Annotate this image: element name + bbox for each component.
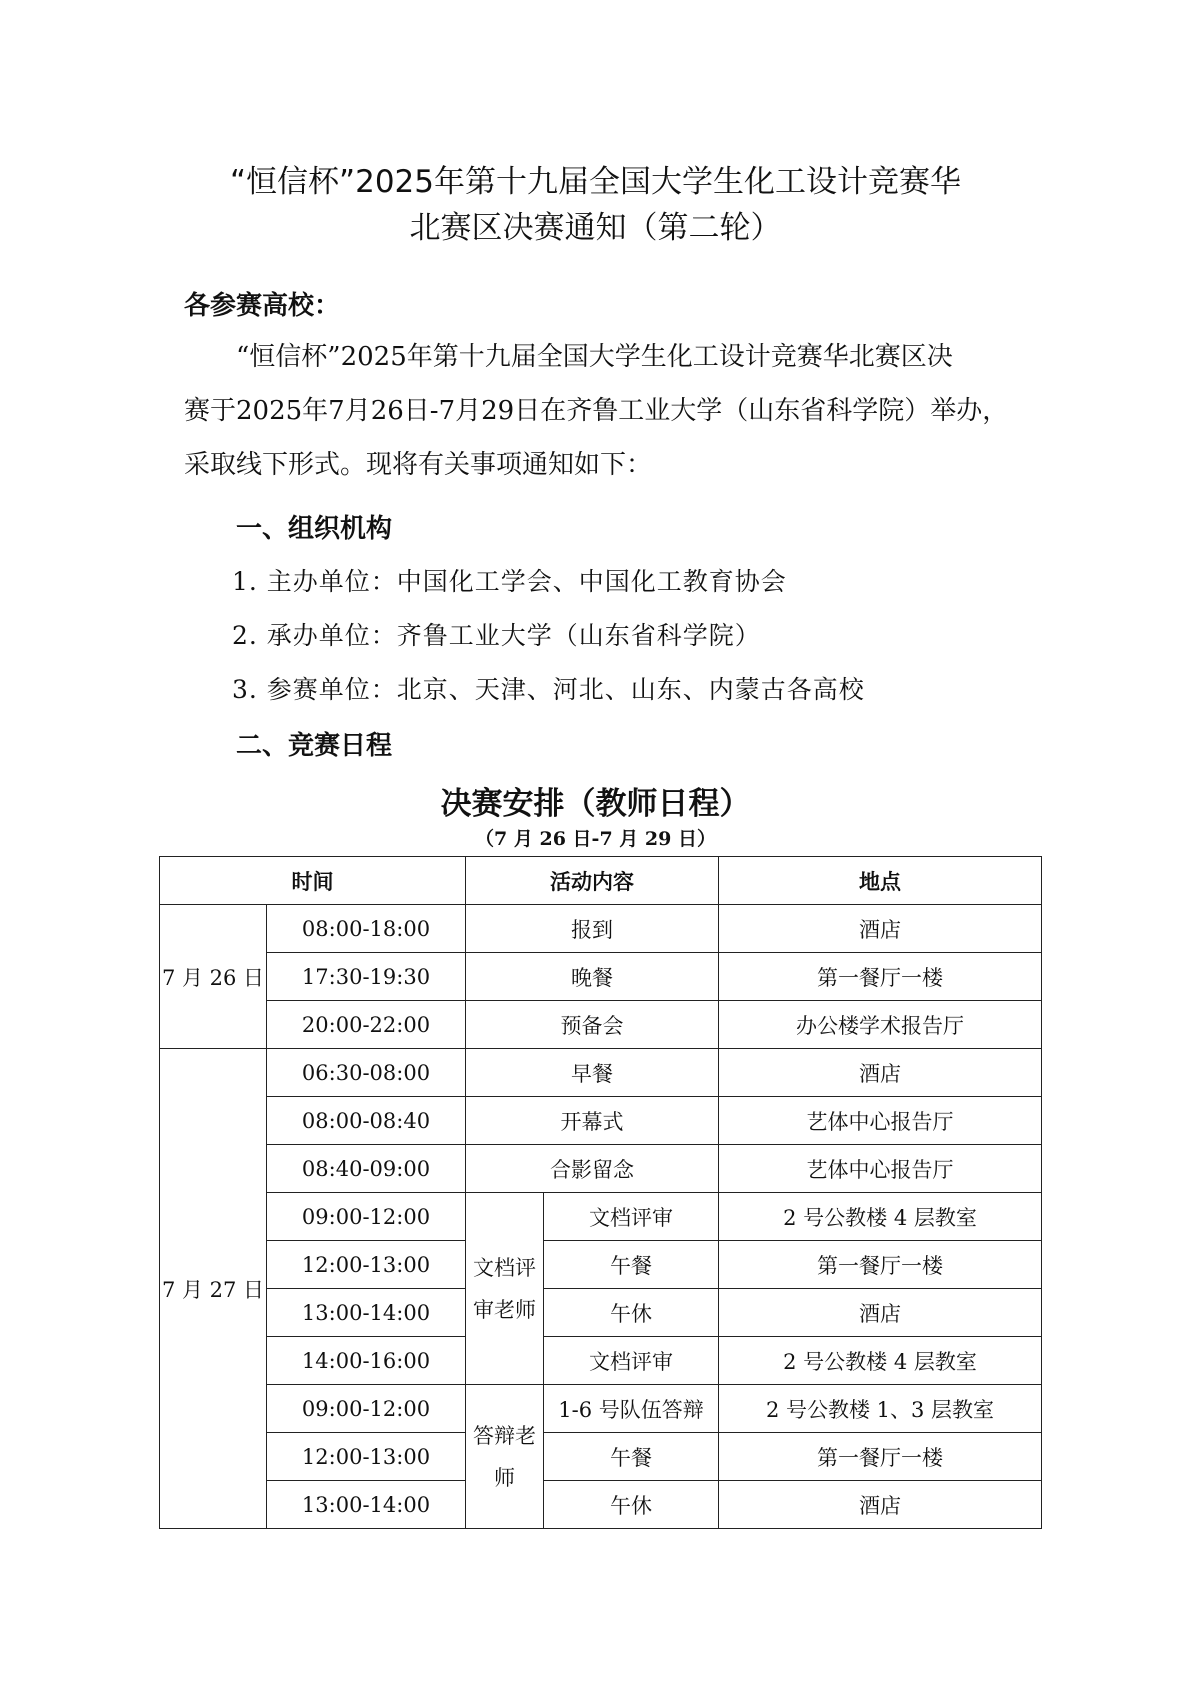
table-row	[160, 1145, 1042, 1193]
document-title-line1: “恒信杯”2025年第十九届全国大学生化工设计竞赛华	[229, 164, 961, 200]
table-row	[160, 1337, 1042, 1385]
intro-line: 采取线下形式。现将有关事项通知如下：	[184, 450, 653, 480]
table-row	[160, 1001, 1042, 1049]
role-cell-reviewer: 文档评审老师	[466, 1193, 544, 1385]
intro-paragraph	[184, 330, 1024, 492]
location-cell: 第一餐厅一楼	[719, 1241, 1042, 1289]
time-cell: 08:00-08:40	[267, 1097, 466, 1145]
section-heading-schedule: 二、竞赛日程	[236, 731, 393, 761]
org-item-participants: 3. 参赛单位：北京、天津、河北、山东、内蒙古各高校	[232, 675, 865, 704]
table-row	[160, 1097, 1042, 1145]
activity-cell: 报到	[466, 905, 719, 953]
time-cell: 13:00-14:00	[267, 1289, 466, 1337]
location-cell: 2 号公教楼 4 层教室	[719, 1193, 1042, 1241]
location-cell: 酒店	[719, 1481, 1042, 1529]
header-location: 地点	[719, 857, 1042, 905]
activity-cell: 午休	[544, 1289, 719, 1337]
table-row	[160, 953, 1042, 1001]
time-cell: 12:00-13:00	[267, 1433, 466, 1481]
schedule-title: 决赛安排（教师日程）	[440, 786, 751, 822]
time-cell: 08:40-09:00	[267, 1145, 466, 1193]
location-cell: 2 号公教楼 1、3 层教室	[719, 1385, 1042, 1433]
time-cell: 09:00-12:00	[267, 1193, 466, 1241]
table-row	[160, 1289, 1042, 1337]
activity-cell: 晚餐	[466, 953, 719, 1001]
activity-cell: 早餐	[466, 1049, 719, 1097]
org-item-host: 1. 主办单位：中国化工学会、中国化工教育协会	[232, 567, 787, 596]
location-cell: 酒店	[719, 1289, 1042, 1337]
location-cell: 酒店	[719, 1049, 1042, 1097]
location-cell: 酒店	[719, 905, 1042, 953]
location-cell: 艺体中心报告厅	[719, 1145, 1042, 1193]
intro-line: “恒信杯”2025年第十九届全国大学生化工设计竞赛华北赛区决	[236, 342, 953, 372]
time-cell: 09:00-12:00	[267, 1385, 466, 1433]
document-title-line2: 北赛区决赛通知（第二轮）	[409, 210, 782, 246]
table-row	[160, 1049, 1042, 1097]
activity-cell: 预备会	[466, 1001, 719, 1049]
location-cell: 2 号公教楼 4 层教室	[719, 1337, 1042, 1385]
table-row	[160, 1481, 1042, 1529]
activity-cell: 午休	[544, 1481, 719, 1529]
schedule-subtitle: （7 月 26 日-7 月 29 日）	[475, 828, 716, 850]
location-cell: 第一餐厅一楼	[719, 1433, 1042, 1481]
table-row	[160, 1385, 1042, 1433]
time-cell: 08:00-18:00	[267, 905, 466, 953]
table-row	[160, 1193, 1042, 1241]
salutation: 各参赛高校：	[184, 291, 341, 321]
activity-cell: 文档评审	[544, 1337, 719, 1385]
activity-cell: 午餐	[544, 1241, 719, 1289]
table-header-row	[160, 857, 1042, 905]
intro-line: 赛于2025年7月26日-7月29日在齐鲁工业大学（山东省科学院）举办，	[184, 396, 1009, 426]
activity-cell: 文档评审	[544, 1193, 719, 1241]
org-item-organizer: 2. 承办单位：齐鲁工业大学（山东省科学院）	[232, 621, 761, 650]
location-cell: 办公楼学术报告厅	[719, 1001, 1042, 1049]
activity-cell: 1-6 号队伍答辩	[544, 1385, 719, 1433]
header-time: 时间	[160, 857, 466, 905]
time-cell: 14:00-16:00	[267, 1337, 466, 1385]
activity-cell: 开幕式	[466, 1097, 719, 1145]
date-cell: 7 月 26 日	[160, 905, 267, 1049]
table-row	[160, 905, 1042, 953]
location-cell: 艺体中心报告厅	[719, 1097, 1042, 1145]
schedule-table	[159, 856, 1042, 1529]
location-cell: 第一餐厅一楼	[719, 953, 1042, 1001]
time-cell: 13:00-14:00	[267, 1481, 466, 1529]
table-row	[160, 1433, 1042, 1481]
time-cell: 12:00-13:00	[267, 1241, 466, 1289]
time-cell: 06:30-08:00	[267, 1049, 466, 1097]
time-cell: 17:30-19:30	[267, 953, 466, 1001]
header-activity: 活动内容	[466, 857, 719, 905]
activity-cell: 合影留念	[466, 1145, 719, 1193]
date-cell: 7 月 27 日	[160, 1049, 267, 1529]
role-cell-defense: 答辩老师	[466, 1385, 544, 1529]
time-cell: 20:00-22:00	[267, 1001, 466, 1049]
table-row	[160, 1241, 1042, 1289]
section-heading-organization: 一、组织机构	[236, 514, 393, 544]
activity-cell: 午餐	[544, 1433, 719, 1481]
